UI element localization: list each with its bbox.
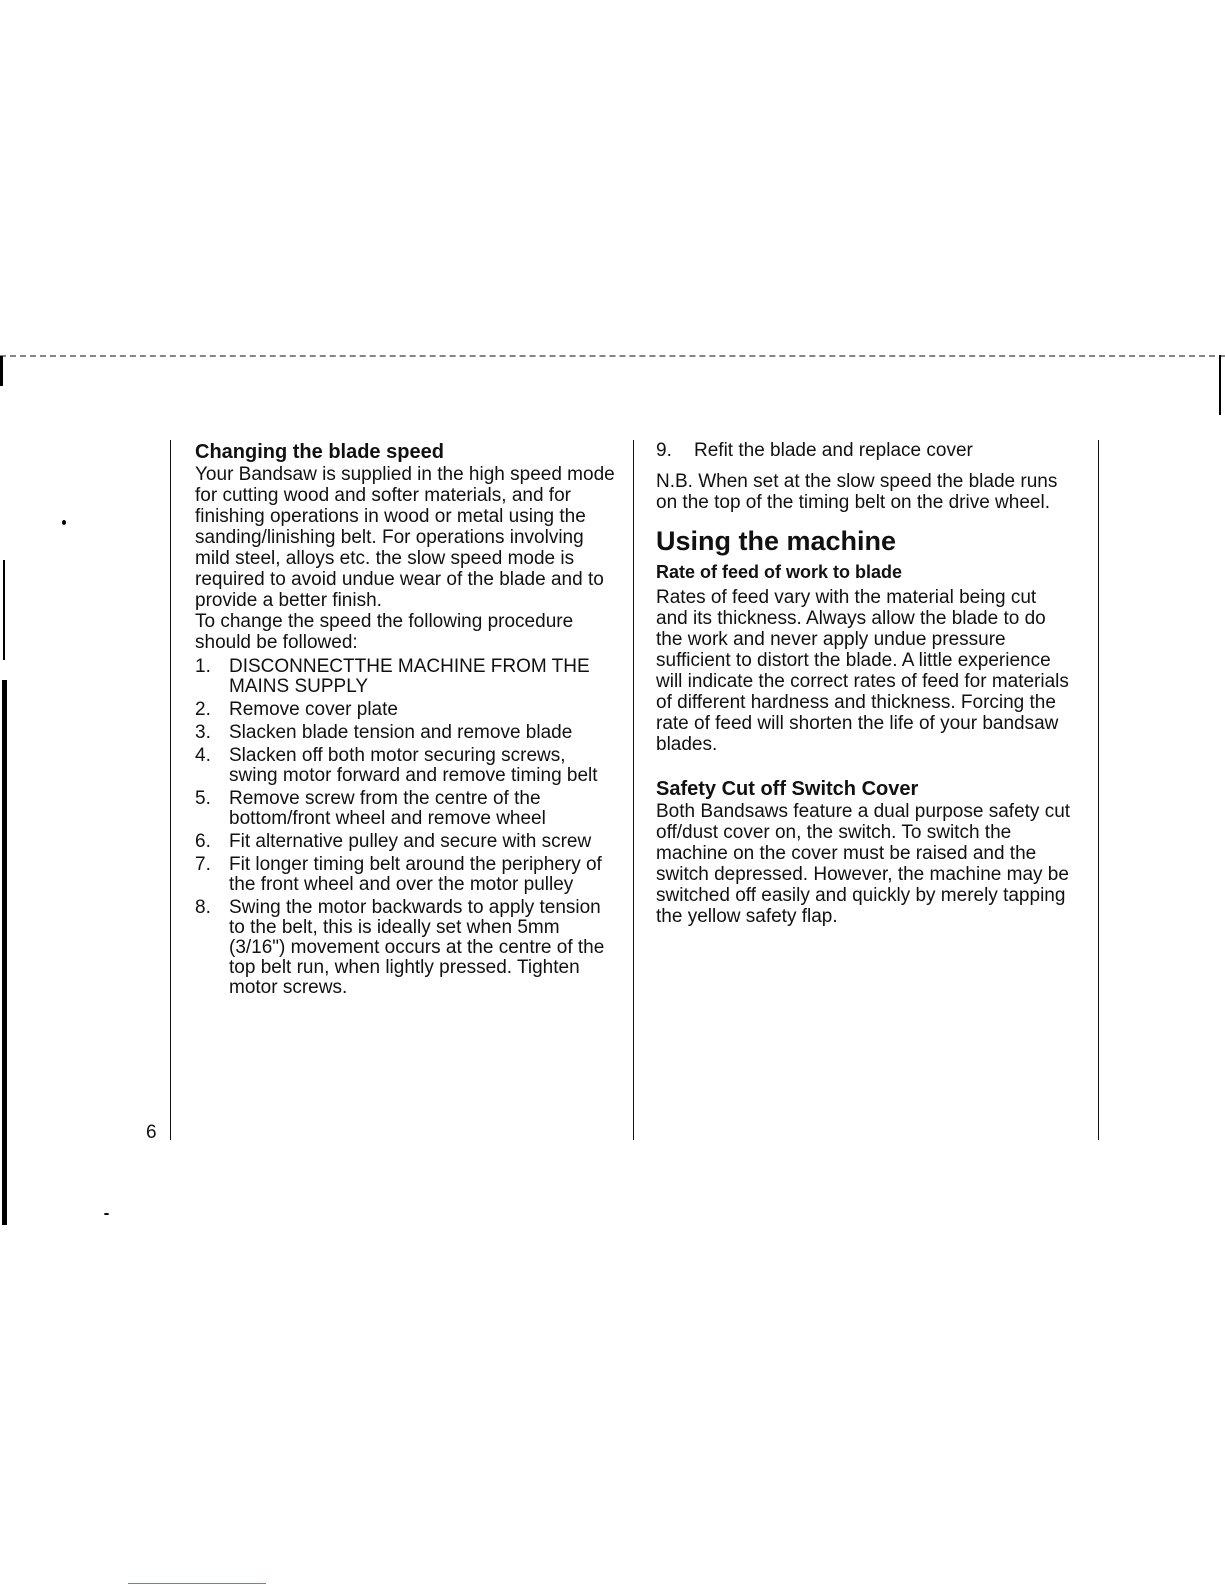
step-number: 2. — [195, 699, 211, 720]
column-rule-right — [1098, 440, 1099, 1140]
section-heading-blade-speed: Changing the blade speed — [195, 441, 444, 463]
subheading-rate-of-feed: Rate of feed of work to blade — [656, 562, 903, 582]
list-item — [656, 440, 1071, 461]
section-heading-using-machine: Using the machine — [656, 526, 897, 556]
scan-corner-mark — [0, 356, 11, 386]
list-item — [195, 700, 615, 720]
step-number: 6. — [195, 831, 211, 852]
step-number: 3. — [195, 722, 211, 743]
step-number: 4. — [195, 745, 211, 766]
list-item — [195, 746, 615, 786]
right-column — [656, 440, 1071, 927]
scan-edge-mark-right — [1219, 355, 1221, 415]
column-rule-left — [170, 440, 171, 1140]
step-number: 1. — [195, 656, 211, 677]
list-item — [195, 898, 615, 998]
step-text: DISCONNECTTHE MACHINE FROM THE MAINS SUPPLY — [229, 656, 590, 697]
step-number: 9. — [656, 440, 672, 461]
step-text: Fit longer timing belt around the periphery of the front wheel and over the motor pulley — [229, 854, 602, 895]
step-text: Swing the motor backwards to apply tension to the belt, this is ideally set when 5mm (3/16") movement occurs at the centre of the top belt run, when lightly pressed. Tighten motor screws. — [229, 897, 605, 998]
list-item — [195, 832, 615, 852]
step-number: 7. — [195, 854, 211, 875]
list-item — [195, 855, 615, 895]
safety-cover-paragraph: Both Bandsaws feature a dual purpose safety cut off/dust cover on, the switch. To switch the machine on the cover must be raised and the switch depressed. However, the machine may be switched off easily and quickly by merely tapping the yellow safety flap. — [656, 801, 1071, 927]
procedure-intro: To change the speed the following procedure should be followed: — [195, 611, 574, 653]
step-number: 5. — [195, 788, 211, 809]
bottom-underline — [128, 1583, 266, 1584]
step-text: Refit the blade and replace cover — [694, 440, 973, 461]
scan-border-top — [0, 355, 1225, 359]
step-text: Slacken blade tension and remove blade — [229, 722, 573, 743]
column-rule-middle — [633, 440, 634, 1140]
step-text: Fit alternative pulley and secure with screw — [229, 831, 592, 852]
step-text: Remove cover plate — [229, 699, 398, 720]
page-number: 6 — [146, 1122, 157, 1143]
step-text: Slacken off both motor securing screws, swing motor forward and remove timing belt — [229, 745, 598, 786]
subheading-safety-cover: Safety Cut off Switch Cover — [656, 778, 919, 800]
procedure-steps — [195, 657, 615, 998]
list-item — [195, 789, 615, 829]
left-column — [195, 440, 615, 1001]
step-number: 8. — [195, 897, 211, 918]
intro-paragraph: Your Bandsaw is supplied in the high speed mode for cutting wood and softer materials, and for finishing operations in wood or metal using the sanding/linishing belt. For operations involving mild steel, alloys etc. the slow speed mode is required to avoid undue wear of the blade and to provide a better finish. — [195, 464, 615, 611]
step-text: Remove screw from the centre of the bottom/front wheel and remove wheel — [229, 788, 546, 829]
scan-edge-bar — [2, 680, 7, 1225]
scan-edge-mark — [3, 560, 5, 660]
scan-speck — [104, 1213, 109, 1215]
nb-note: N.B. When set at the slow speed the blade runs on the top of the timing belt on the drive wheel. — [656, 471, 1058, 513]
rate-of-feed-paragraph: Rates of feed vary with the material being cut and its thickness. Always allow the blade to do the work and never apply undue pressure sufficient to distort the blade. A little experience will indicate the correct rates of feed for materials of different hardness and thickness. Forcing the rate of feed will shorten the life of your bandsaw blades. — [656, 587, 1069, 755]
list-item — [195, 723, 615, 743]
list-item — [195, 657, 615, 697]
scan-speck — [62, 520, 66, 525]
